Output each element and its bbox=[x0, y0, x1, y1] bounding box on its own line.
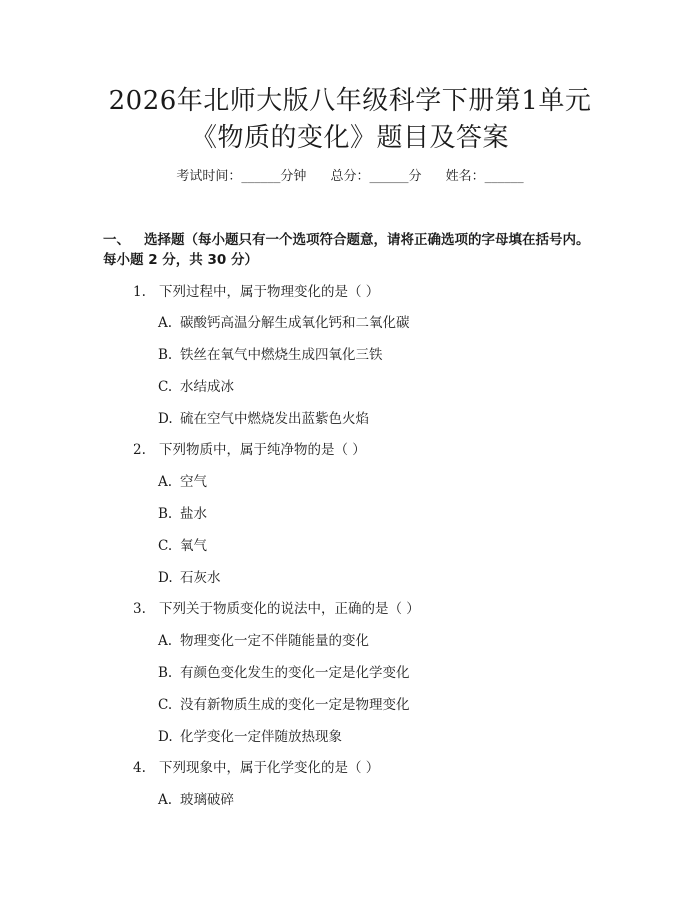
student-name-field bbox=[446, 169, 524, 184]
option-label: C. bbox=[158, 538, 173, 554]
option-text: 有颜色变化发生的变化一定是化学变化 bbox=[180, 665, 410, 681]
total-score-label: 总分： bbox=[330, 169, 370, 184]
option-text: 碳酸钙高温分解生成氧化钙和二氧化碳 bbox=[180, 315, 410, 331]
exam-time-unit: 分钟 bbox=[280, 169, 307, 184]
student-name-blank: ______ bbox=[484, 169, 524, 184]
question-1-option-a bbox=[158, 313, 410, 333]
question-number: 1. bbox=[133, 284, 146, 300]
exam-time-field bbox=[176, 169, 306, 184]
question-2-option-c bbox=[158, 536, 207, 556]
question-text: 下列过程中，属于物理变化的是（ ） bbox=[159, 284, 380, 300]
total-score-unit: 分 bbox=[408, 169, 422, 184]
option-label: C. bbox=[158, 379, 173, 395]
option-label: D. bbox=[158, 411, 173, 427]
question-4-option-a bbox=[158, 790, 234, 810]
section-text-line-2: 每小题 2 分，共 30 分） bbox=[103, 252, 258, 268]
question-2-option-b bbox=[158, 504, 207, 524]
question-text: 下列物质中，属于纯净物的是（ ） bbox=[159, 442, 366, 458]
question-3-option-b bbox=[158, 663, 410, 683]
option-label: B. bbox=[158, 347, 173, 363]
page-title-line-1: 2026年北师大版八年级科学下册第1单元 bbox=[108, 86, 592, 116]
question-4 bbox=[133, 758, 379, 778]
option-text: 硫在空气中燃烧发出蓝紫色火焰 bbox=[180, 411, 369, 427]
option-label: B. bbox=[158, 665, 173, 681]
question-3-option-a bbox=[158, 631, 369, 651]
total-score-blank: ______ bbox=[369, 169, 409, 184]
option-label: D. bbox=[158, 570, 173, 586]
option-label: B. bbox=[158, 506, 173, 522]
exam-info bbox=[0, 167, 700, 187]
question-3-option-c bbox=[158, 695, 410, 715]
section-heading-cont bbox=[103, 249, 613, 271]
option-label: C. bbox=[158, 697, 173, 713]
option-label: A. bbox=[158, 474, 173, 490]
section-text-line-1: 选择题（每小题只有一个选项符合题意，请将正确选项的字母填在括号内。 bbox=[144, 232, 590, 248]
exam-time-blank: ______ bbox=[241, 169, 281, 184]
option-text: 玻璃破碎 bbox=[180, 792, 234, 808]
question-1-option-d bbox=[158, 409, 369, 429]
option-text: 没有新物质生成的变化一定是物理变化 bbox=[180, 697, 410, 713]
question-1-option-c bbox=[158, 377, 234, 397]
question-number: 3. bbox=[133, 601, 146, 617]
question-number: 2. bbox=[133, 442, 146, 458]
question-3 bbox=[133, 599, 420, 619]
question-text: 下列关于物质变化的说法中，正确的是（ ） bbox=[159, 601, 420, 617]
exam-time-label: 考试时间： bbox=[176, 169, 242, 184]
student-name-label: 姓名： bbox=[445, 169, 485, 184]
question-text: 下列现象中，属于化学变化的是（ ） bbox=[159, 760, 380, 776]
section-heading bbox=[103, 229, 613, 251]
option-label: A. bbox=[158, 315, 173, 331]
option-text: 水结成冰 bbox=[180, 379, 234, 395]
option-text: 盐水 bbox=[180, 506, 207, 522]
option-text: 石灰水 bbox=[180, 570, 221, 586]
question-2-option-a bbox=[158, 472, 207, 492]
option-label: A. bbox=[158, 792, 173, 808]
option-text: 空气 bbox=[180, 474, 207, 490]
question-2-option-d bbox=[158, 568, 221, 588]
option-text: 氧气 bbox=[180, 538, 207, 554]
option-label: D. bbox=[158, 729, 173, 745]
total-score-field bbox=[330, 169, 421, 184]
question-3-option-d bbox=[158, 727, 342, 747]
question-1 bbox=[133, 282, 379, 302]
option-text: 物理变化一定不伴随能量的变化 bbox=[180, 633, 369, 649]
option-text: 铁丝在氧气中燃烧生成四氧化三铁 bbox=[180, 347, 383, 363]
question-2 bbox=[133, 440, 366, 460]
option-label: A. bbox=[158, 633, 173, 649]
question-number: 4. bbox=[133, 760, 146, 776]
page-title-line-2: 《物质的变化》题目及答案 bbox=[190, 123, 509, 153]
question-1-option-b bbox=[158, 345, 383, 365]
section-number: 一、 bbox=[103, 232, 130, 248]
option-text: 化学变化一定伴随放热现象 bbox=[180, 729, 342, 745]
